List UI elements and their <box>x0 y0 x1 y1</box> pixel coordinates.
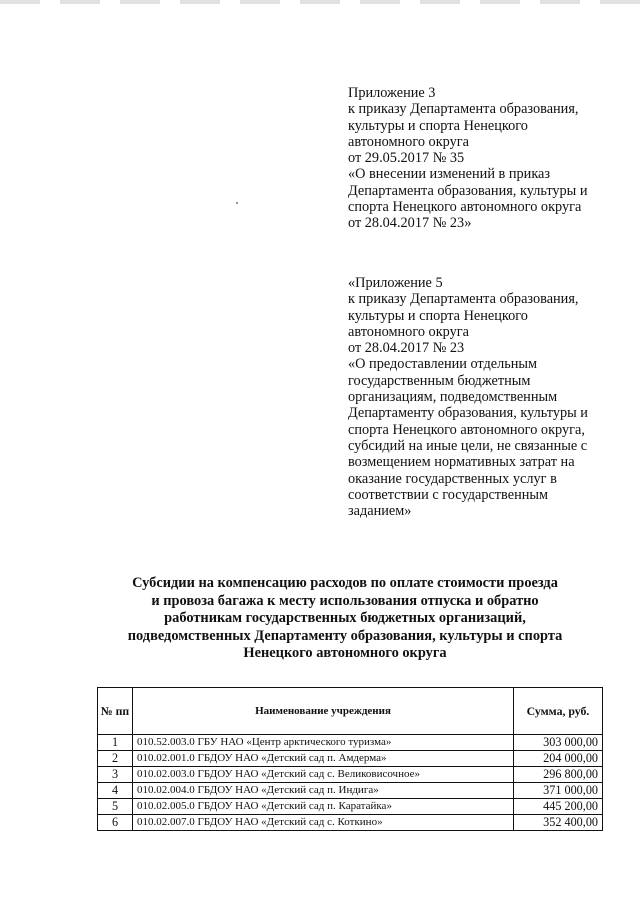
header-number: № пп <box>98 688 133 735</box>
title-line: Ненецкого автономного округа <box>243 645 447 661</box>
appendix-line: спорта Ненецкого автономного округа, <box>348 421 585 438</box>
row-institution: 010.02.005.0 ГБДОУ НАО «Детский сад п. Каратайка» <box>133 799 514 815</box>
row-institution: 010.02.001.0 ГБДОУ НАО «Детский сад п. Амдерма» <box>133 751 514 767</box>
appendix-line: культуры и спорта Ненецкого <box>348 307 528 324</box>
appendix-line: культуры и спорта Ненецкого <box>348 117 528 134</box>
appendix-line: заданием» <box>348 503 412 520</box>
appendix-line: организациям, подведомственным <box>348 389 558 406</box>
appendix-line: субсидий на иные цели, не связанные с <box>348 437 588 454</box>
appendix-5-heading <box>348 275 588 519</box>
appendix-line: «Приложение 5 <box>348 275 443 291</box>
appendix-line: Департаменту образования, культуры и <box>348 405 588 422</box>
header-amount: Сумма, руб. <box>514 688 603 735</box>
appendix-line: оказание государственных услуг в <box>348 470 557 487</box>
row-amount: 296 800,00 <box>514 767 603 783</box>
appendix-line: государственным бюджетным <box>348 372 531 389</box>
appendix-line: соответствии с государственным <box>348 486 549 503</box>
appendix-line: «О внесении изменений в приказ <box>348 166 551 183</box>
row-amount: 352 400,00 <box>514 815 603 831</box>
row-amount: 445 200,00 <box>514 799 603 815</box>
row-amount: 204 000,00 <box>514 751 603 767</box>
row-institution: 010.02.004.0 ГБДОУ НАО «Детский сад п. Индига» <box>133 783 514 799</box>
row-amount: 371 000,00 <box>514 783 603 799</box>
header-institution: Наименование учреждения <box>133 688 514 735</box>
title-line: Субсидии на компенсацию расходов по оплате стоимости проезда <box>132 575 558 591</box>
row-number: 6 <box>98 815 133 831</box>
row-amount: 303 000,00 <box>514 735 603 751</box>
title-line: подведомственных Департаменту образования, культуры и спорта <box>127 627 563 644</box>
title-line: и провоза багажа к месту использования отпуска и обратно <box>151 592 539 609</box>
appendix-line: автономного округа <box>348 133 469 150</box>
table-header-row <box>98 688 603 735</box>
table-row <box>98 735 603 751</box>
appendix-line: Приложение 3 <box>348 85 436 101</box>
appendix-line: к приказу Департамента образования, <box>348 101 579 118</box>
table-row <box>98 815 603 831</box>
row-number: 3 <box>98 767 133 783</box>
row-number: 4 <box>98 783 133 799</box>
row-number: 5 <box>98 799 133 815</box>
row-number: 2 <box>98 751 133 767</box>
table-row <box>98 783 603 799</box>
appendix-line: от 28.04.2017 № 23 <box>348 340 465 357</box>
row-institution: 010.02.003.0 ГБДОУ НАО «Детский сад с. Великовисочное» <box>133 767 514 783</box>
subsidies-table <box>97 687 603 831</box>
appendix-line: спорта Ненецкого автономного округа <box>348 199 582 216</box>
table-row <box>98 751 603 767</box>
row-institution: 010.02.007.0 ГБДОУ НАО «Детский сад с. Коткино» <box>133 815 514 831</box>
table-row <box>98 767 603 783</box>
appendix-line: возмещением нормативных затрат на <box>348 454 575 471</box>
appendix-3-heading <box>348 85 588 232</box>
appendix-line: к приказу Департамента образования, <box>348 291 579 308</box>
row-number: 1 <box>98 735 133 751</box>
document-title <box>0 575 640 663</box>
appendix-line: «О предоставлении отдельным <box>348 356 538 373</box>
appendix-line: Департамента образования, культуры и <box>348 182 588 199</box>
scan-edge-artifact <box>0 0 640 4</box>
scan-speck <box>236 202 238 204</box>
appendix-line: от 28.04.2017 № 23» <box>348 215 472 232</box>
appendix-line: автономного округа <box>348 323 469 340</box>
title-line: работникам государственных бюджетных организаций, <box>164 610 526 626</box>
row-institution: 010.52.003.0 ГБУ НАО «Центр арктического туризма» <box>133 735 514 751</box>
appendix-line: от 29.05.2017 № 35 <box>348 150 465 167</box>
table-row <box>98 799 603 815</box>
